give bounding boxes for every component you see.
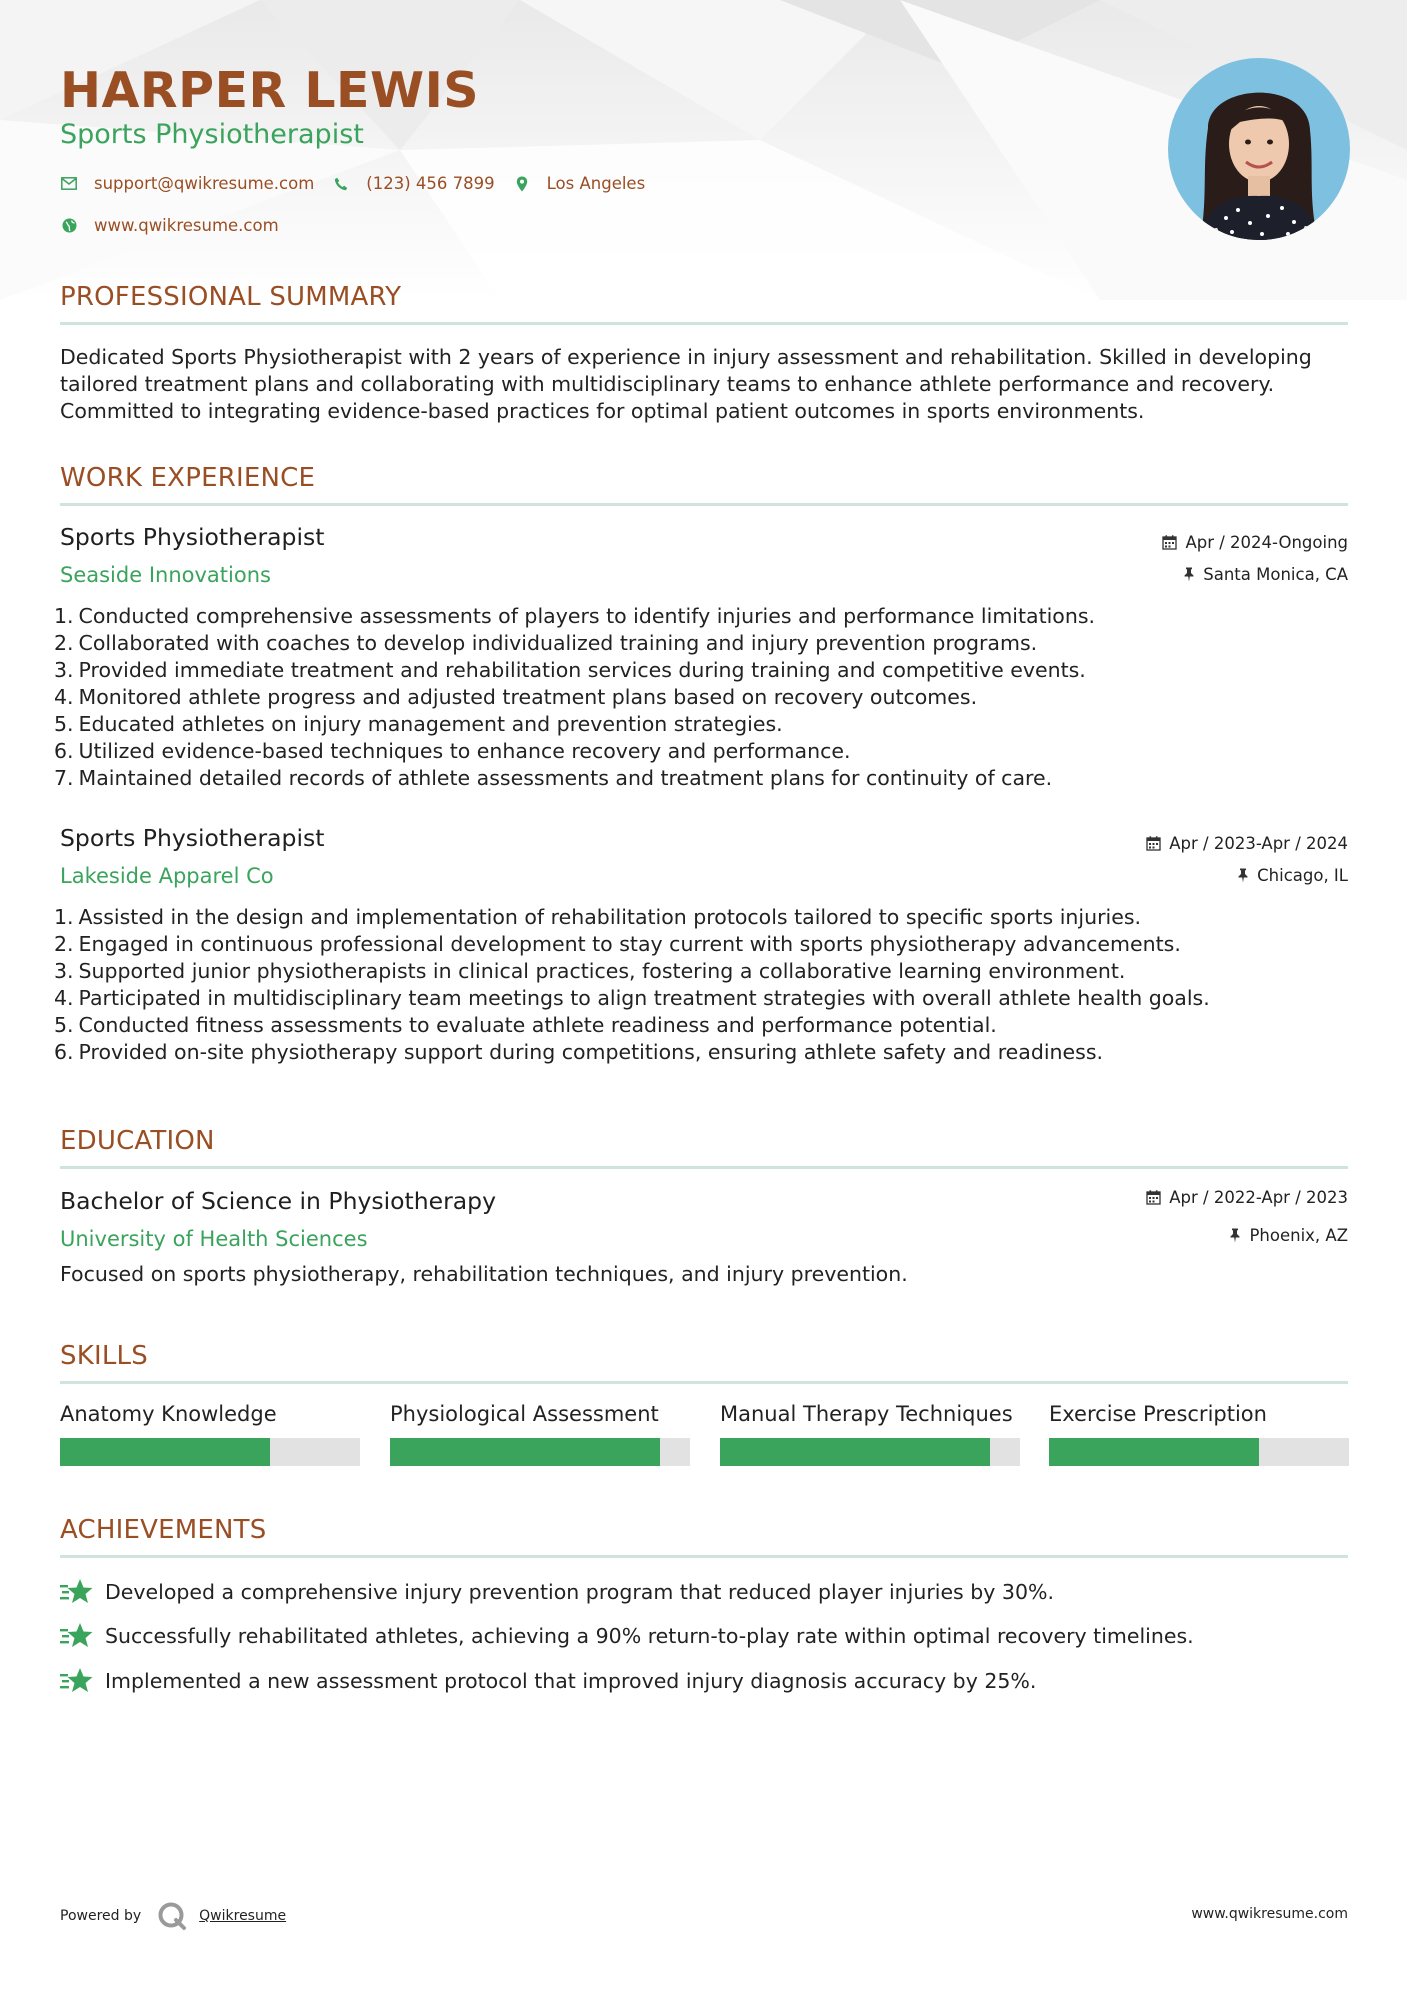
list-item: 4. Monitored athlete progress and adjusted treatment plans based on recovery outcomes.	[54, 685, 978, 709]
pushpin-icon	[1237, 868, 1249, 883]
powered-by-label: Powered by	[60, 1908, 142, 1924]
skill-label: Manual Therapy Techniques	[720, 1402, 1013, 1426]
star-icon	[60, 1621, 94, 1651]
skill-item	[390, 1402, 690, 1426]
list-item: 3. Supported junior physiotherapists in clinical practices, fostering a collaborative learning environment.	[54, 959, 1126, 983]
calendar-icon	[1146, 1190, 1161, 1205]
skill-bar-fill	[1049, 1438, 1259, 1466]
skill-item	[60, 1402, 360, 1426]
skill-label: Physiological Assessment	[390, 1402, 659, 1426]
skill-bar-fill	[390, 1438, 660, 1466]
education-description: Focused on sports physiotherapy, rehabilitation techniques, and injury prevention.	[60, 1262, 908, 1286]
pushpin-icon	[1183, 567, 1195, 582]
job-2-dates	[1146, 834, 1348, 853]
list-item: 1. Conducted comprehensive assessments of players to identify injuries and performance limitations.	[54, 604, 1096, 628]
pushpin-icon	[1229, 1228, 1241, 1243]
achievement-text: Successfully rehabilitated athletes, achieving a 90% return-to-play rate within optimal recovery timelines.	[105, 1624, 1194, 1648]
job-2-dates-text: Apr / 2023-Apr / 2024	[1169, 834, 1348, 853]
job-1-dates-text: Apr / 2024-Ongoing	[1185, 533, 1348, 552]
skill-bar	[1049, 1438, 1349, 1466]
experience-divider	[60, 503, 1348, 506]
list-item: 1. Assisted in the design and implementation of rehabilitation protocols tailored to specific sports injuries.	[54, 905, 1142, 929]
list-item: 3. Provided immediate treatment and rehabilitation services during training and competitive events.	[54, 658, 1086, 682]
education-location-text: Phoenix, AZ	[1249, 1226, 1348, 1245]
skill-bar	[390, 1438, 690, 1466]
list-item: 4. Participated in multidisciplinary team meetings to align treatment strategies with overall athlete health goals.	[54, 986, 1210, 1010]
education-school: University of Health Sciences	[60, 1227, 368, 1251]
map-pin-icon	[513, 175, 531, 193]
list-item: 6. Provided on-site physiotherapy support during competitions, ensuring athlete safety and readiness.	[54, 1040, 1104, 1064]
list-item: 6. Utilized evidence-based techniques to enhance recovery and performance.	[54, 739, 851, 763]
location-text: Los Angeles	[546, 174, 646, 193]
footer-website[interactable]: www.qwikresume.com	[1191, 1906, 1348, 1922]
achievement-item	[60, 1577, 1054, 1607]
summary-divider	[60, 322, 1348, 325]
list-item: 7. Maintained detailed records of athlete assessments and treatment plans for continuity of care.	[54, 766, 1053, 790]
star-icon	[60, 1666, 94, 1696]
job-1-bullets	[54, 603, 1348, 792]
job-1-dates	[1162, 533, 1348, 552]
skill-item	[1049, 1402, 1349, 1426]
achievement-text: Developed a comprehensive injury prevention program that reduced player injuries by 30%.	[105, 1580, 1054, 1604]
contact-row-primary	[60, 174, 663, 193]
experience-heading: WORK EXPERIENCE	[60, 463, 316, 493]
skill-bar	[720, 1438, 1020, 1466]
education-dates-text: Apr / 2022-Apr / 2023	[1169, 1188, 1348, 1207]
achievement-item	[60, 1666, 1036, 1696]
job-2-location-text: Chicago, IL	[1257, 866, 1348, 885]
phone-number[interactable]: (123) 456 7899	[366, 174, 495, 193]
job-1-title: Sports Physiotherapist	[60, 523, 325, 551]
candidate-name: HARPER LEWIS	[60, 62, 480, 119]
qwikresume-logo-icon	[157, 1901, 187, 1931]
achievement-text: Implemented a new assessment protocol that improved injury diagnosis accuracy by 25%.	[105, 1669, 1037, 1693]
globe-icon	[60, 217, 78, 235]
phone-icon	[332, 175, 350, 193]
calendar-icon	[1162, 535, 1177, 550]
skill-bar-fill	[60, 1438, 270, 1466]
job-1-location-text: Santa Monica, CA	[1203, 565, 1348, 584]
list-item: 5. Educated athletes on injury management and prevention strategies.	[54, 712, 783, 736]
skills-heading: SKILLS	[60, 1341, 148, 1371]
calendar-icon	[1146, 836, 1161, 851]
star-icon	[60, 1577, 94, 1607]
job-2-company: Lakeside Apparel Co	[60, 864, 274, 888]
list-item: 5. Conducted fitness assessments to evaluate athlete readiness and performance potential.	[54, 1013, 997, 1037]
education-dates	[1146, 1188, 1348, 1207]
summary-heading: PROFESSIONAL SUMMARY	[60, 282, 402, 312]
website-link[interactable]: www.qwikresume.com	[94, 216, 279, 235]
list-item: 2. Collaborated with coaches to develop individualized training and injury prevention programs.	[54, 631, 1038, 655]
job-1-company: Seaside Innovations	[60, 563, 271, 587]
skill-label: Exercise Prescription	[1049, 1402, 1267, 1426]
list-item: 2. Engaged in continuous professional development to stay current with sports physiotherapy advancements.	[54, 932, 1181, 956]
envelope-icon	[60, 175, 78, 193]
job-2-bullets	[54, 904, 1348, 1066]
achievement-item	[60, 1621, 1194, 1651]
skill-label: Anatomy Knowledge	[60, 1402, 277, 1426]
job-2-title: Sports Physiotherapist	[60, 824, 325, 852]
candidate-role: Sports Physiotherapist	[60, 119, 364, 150]
skill-bar-fill	[720, 1438, 990, 1466]
achievements-heading: ACHIEVEMENTS	[60, 1515, 267, 1545]
education-heading: EDUCATION	[60, 1126, 215, 1156]
email-link[interactable]: support@qwikresume.com	[94, 174, 315, 193]
achievements-divider	[60, 1555, 1348, 1558]
footer-powered-by	[60, 1901, 286, 1931]
skill-bar	[60, 1438, 360, 1466]
skills-divider	[60, 1381, 1348, 1384]
contact-row-secondary	[60, 216, 297, 235]
education-location	[1229, 1226, 1348, 1245]
skill-item	[720, 1402, 1020, 1426]
education-divider	[60, 1166, 1348, 1169]
profile-photo	[1168, 58, 1350, 240]
job-1-location	[1183, 565, 1348, 584]
qwikresume-link[interactable]: Qwikresume	[199, 1908, 287, 1924]
job-2-location	[1237, 866, 1348, 885]
education-degree: Bachelor of Science in Physiotherapy	[60, 1187, 496, 1215]
summary-text: Dedicated Sports Physiotherapist with 2 years of experience in injury assessment and rehabilitation. Skilled in developing tailored treatment plans and collaborating with multidisciplinary teams to enhance athlete performance and recovery. Committed to integrating evidence-based practices for optimal patient outcomes in sports environments.	[60, 345, 1312, 423]
